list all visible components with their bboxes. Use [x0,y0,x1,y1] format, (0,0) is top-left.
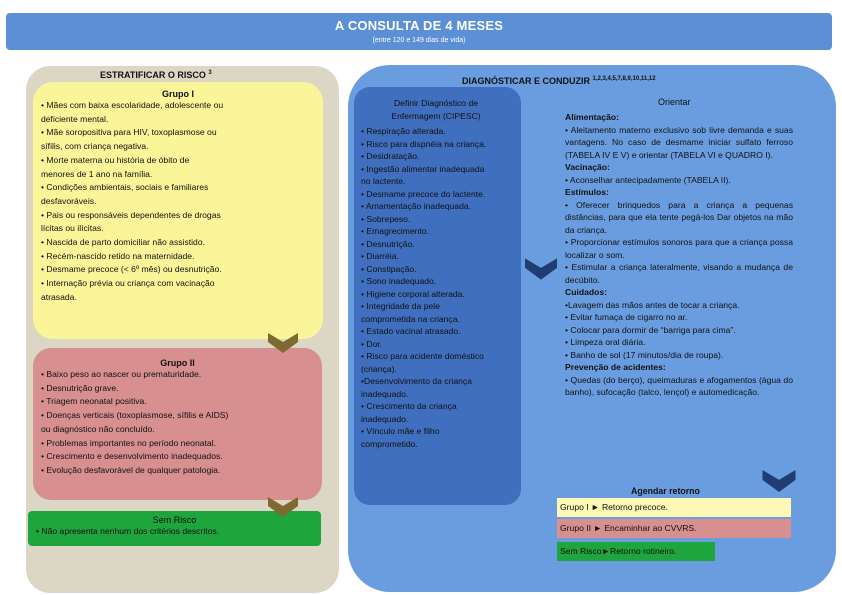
grupo1-item: menores de 1 ano na família. [41,168,153,179]
grupo1-item: • Morte materna ou história de óbito de [41,154,190,165]
diagnosis-item: • Amamentação inadequada. [361,201,472,211]
orientar-item: • Banho de sol (17 minutos/dia de roupa). [565,349,724,360]
orientar-item: •Lavagem das mãos antes de tocar a criança. [565,299,740,310]
diagnose-title-text: DIAGNÓSTICAR E CONDUZIR [462,76,590,86]
grupo1-item: deficiente mental. [41,113,109,124]
grupo2-item: • Doenças verticais (toxoplasmose, sífilis e AIDS) [41,410,229,421]
diagnosis-item: inadequado. [361,413,409,424]
diagnosis-item: comprometida na criança. [361,313,460,324]
page-title: A CONSULTA DE 4 MESES [334,18,504,33]
orientar-heading: Cuidados: [565,287,608,297]
grupo2-box [33,348,322,500]
orientar-item: • Quedas (do berço), queimaduras e afogamentos (água do banho), sufocação (talco, lençol) e automedicação. [565,374,793,397]
diagnosis-item: • Diarréia. [361,251,399,261]
diagnosis-item: • Desnutrição. [361,238,415,249]
diagnosis-item: • Ingestão alimentar inadequada [361,163,485,174]
diagnosis-item: no lactente. [361,176,406,186]
chevron-down-icon [268,497,298,517]
diagnosis-item: •Desenvolvimento da criança [361,376,472,386]
risk-title-text: ESTRATIFICAR O RISCO [100,70,206,80]
diagnosis-title-line1: Definir Diagnóstico de [393,98,479,108]
orientar-heading: Vacinação: [565,162,610,172]
grupo2-item: • Triagem neonatal positiva. [41,396,147,407]
diagnosis-item: inadequado. [361,388,409,399]
grupo1-item: • Mãe soropositiva para HIV, toxoplasmose ou [41,127,217,138]
grupo1-item: sífilis, com criança negativa. [41,141,149,152]
diagnosis-item: (criança). [361,363,397,374]
diagnosis-item: • Vínculo mãe e filho [361,426,440,436]
grupo2-item: • Problemas importantes no período neonatal. [41,437,216,448]
diagnosis-title [361,97,511,122]
orientar-item: • Limpeza oral diária. [565,337,646,347]
retorno-sem-risco: Sem Risco►Retorno rotineiro. [557,542,715,561]
orientar-item: • Aconselhar antecipadamente (TABELA II). [565,174,731,185]
risk-title-ref: 3 [208,70,212,76]
diagnosis-item: • Desmame precoce do lactente. [361,188,486,199]
grupo1-item: lícitas ou ilícitas. [41,223,104,234]
chevron-down-icon [268,333,298,353]
diagnosis-item: • Respiração alterada. [361,126,446,136]
page-subtitle: (entre 120 e 149 dias de vida) [372,37,466,44]
orientar-item: • Oferecer brinquedos para a criança a pequenas distâncias, para que ela tente pegá-los Dar objetos na mão da criança. [565,199,793,235]
page-header [6,13,832,50]
risk-panel-title [100,70,212,80]
grupo1-item: • Mães com baixa escolaridade, adolescente ou [41,100,224,110]
diagnose-title-ref: 1,2,3,4,5,7,8,9,10,11,12 [592,76,656,82]
grupo1-item: • Condições ambientais, sociais e familiares [41,182,209,193]
grupo1-item: • Recém-nascido retido na maternidade. [41,250,195,261]
grupo1-title: Grupo I [162,89,194,99]
grupo2-item: ou diagnóstico não concluído. [41,423,155,434]
orientar-heading: Estímulos: [565,187,609,197]
grupo2-list [33,368,322,478]
grupo2-item: • Crescimento e desenvolvimento inadequados. [41,451,223,462]
agendar-title: Agendar retorno [631,486,700,496]
diagnosis-item: • Sono inadequado. [361,276,437,286]
diagnosis-item: comprometido. [361,438,418,449]
orientar-heading: Prevenção de acidentes: [565,362,666,372]
orientar-list [565,111,793,399]
sem-risco-text: • Não apresenta nenhum dos critérios descritos. [36,526,220,536]
diagnosis-item: • Risco para dispnéia na criança. [361,138,487,149]
diagnosis-item: • Dor. [361,338,383,349]
retorno-grupo2: Grupo II ► Encaminhar ao CVVRS. [557,519,791,538]
grupo1-item: • Pais ou responsáveis dependentes de drogas [41,209,221,220]
orientar-heading: Alimentação: [565,112,619,122]
grupo2-item: • Desnutrição grave. [41,382,119,393]
orientar-item: • Evitar fumaça de cigarro no ar. [565,312,688,322]
grupo1-item: atrasada. [41,291,77,302]
diagnosis-list [361,125,518,450]
diagnosis-item: • Higiene corporal alterada. [361,288,465,299]
orientar-item: • Colocar para dormir de “barriga para cima”. [565,324,736,335]
chevron-down-icon [525,258,557,280]
diagnosis-item: • Integridade da pele [361,301,440,311]
grupo1-item: • Nascida de parto domiciliar não assistido. [41,237,205,248]
diagnosis-item: • Desidratação. [361,151,420,161]
grupo2-title: Grupo II [160,358,195,368]
orientar-item: • Proporcionar estímulos sonoros para que a criança possa localizar o som. [565,237,793,260]
diagnose-panel-title [462,76,656,86]
diagnosis-item: • Emagrecimento. [361,226,429,236]
grupo1-box [33,82,323,339]
diagnosis-item: • Risco para acidente doméstico [361,351,484,361]
diagnosis-item: • Constipação. [361,263,417,274]
sem-risco-title: Sem Risco [152,515,197,525]
chevron-down-icon [762,470,796,492]
diagnosis-item: • Crescimento da criança [361,401,457,411]
orientar-title: Orientar [658,97,691,107]
grupo2-item: • Baixo peso ao nascer ou prematuridade. [41,369,202,379]
grupo1-item: • Desmame precoce (< 6º mês) ou desnutrição. [41,264,222,275]
grupo1-list [33,99,323,305]
grupo1-item: • Internação prévia ou criança com vacinação [41,278,215,289]
diagnosis-item: • Estado vacinal atrasado. [361,326,461,336]
grupo1-item: desfavoráveis. [41,195,97,206]
retorno-grupo1: Grupo I ► Retorno precoce. [557,498,791,517]
orientar-item: • Estimular a criança lateralmente, visando a mudança de decúbito. [565,262,793,285]
diagnosis-item: • Sobrepeso. [361,213,411,224]
orientar-item: • Aleitamento materno exclusivo sob livre demanda e suas vantagens. No caso de desmame iniciar sulfato ferroso (TABELA IV E V) e orientar (TABELA VI e QUADRO I). [565,124,793,160]
diagnosis-title-line2: Enfermagem (CIPESC) [391,110,481,121]
grupo2-item: • Evolução desfavorável de qualquer patologia. [41,464,221,475]
